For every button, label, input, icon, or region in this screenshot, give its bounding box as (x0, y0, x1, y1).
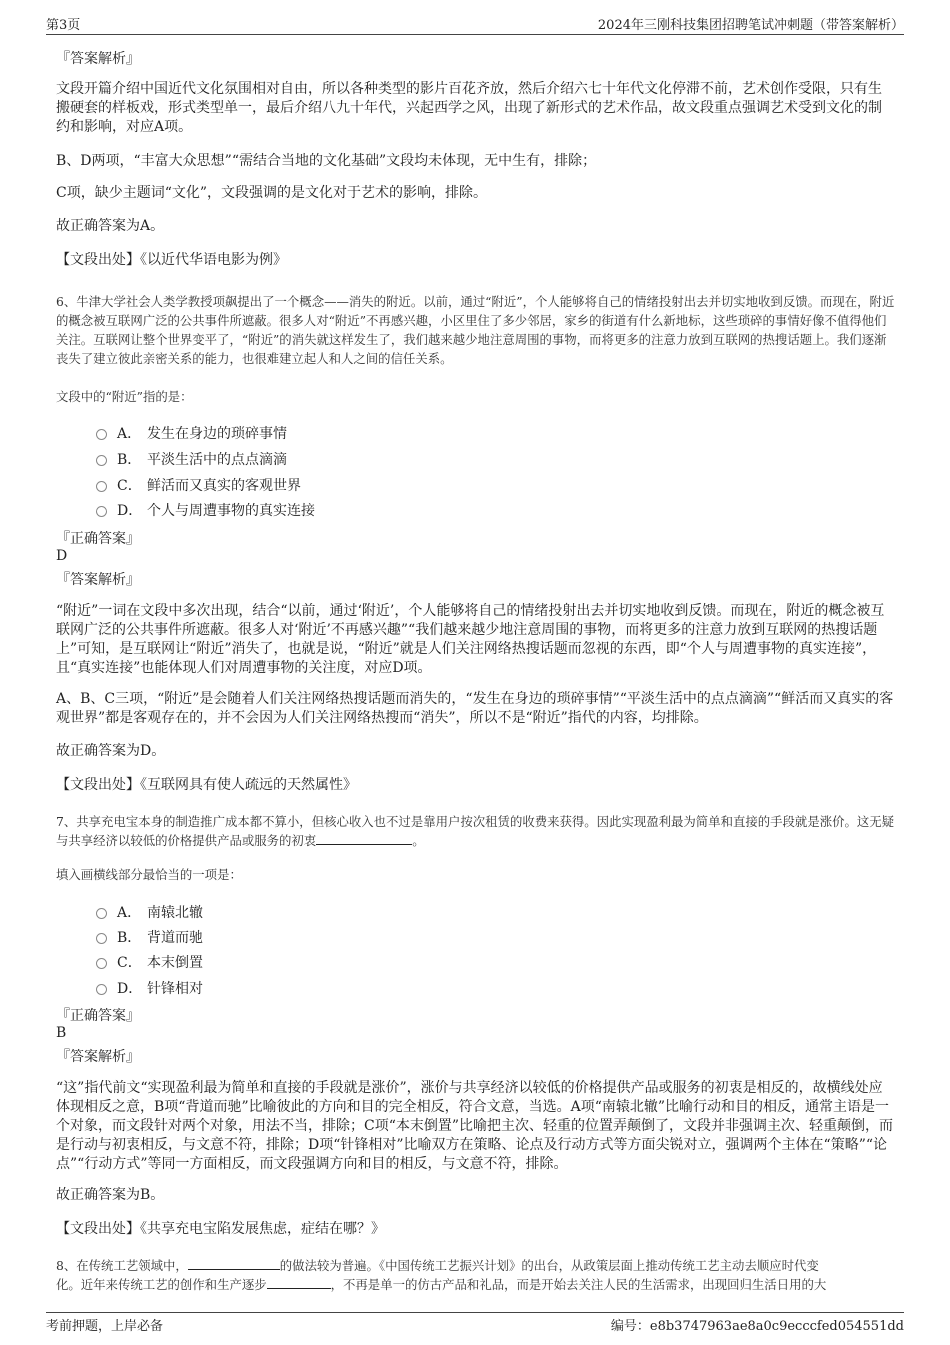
q6-option-b[interactable]: B． 平淡生活中的点点滴滴 (96, 449, 287, 469)
q7-option-b[interactable]: B． 背道而驰 (96, 927, 203, 947)
fill-blank (267, 1276, 331, 1289)
q6-analysis-label: 『答案解析』 (56, 572, 140, 588)
q7-stem: 7、共享充电宝本身的制造推广成本都不算小，但核心收入也不过是靠用户按次租赁的收费来获得。因此实现盈利最为简单和直接的手段就是涨价。这无疑与共享经济以较低的价格提供产品或服务的初衷 。 (56, 814, 895, 848)
radio-button-icon[interactable] (96, 455, 107, 466)
q5-analysis-paragraph-2: B、D两项，“丰富大众思想”“需结合当地的文化基础”文段均未体现，无中生有，排除； (56, 153, 597, 169)
page-footer (46, 1312, 904, 1335)
fill-blank (188, 1257, 280, 1270)
q5-source: 【文段出处】《以近代华语电影为例》 (56, 252, 287, 268)
q6-answer: D (56, 548, 68, 564)
radio-button-icon[interactable] (96, 933, 107, 944)
q6-option-c[interactable]: C． 鲜活而又真实的客观世界 (96, 475, 301, 495)
q7-option-d[interactable]: D． 针锋相对 (96, 978, 203, 998)
q6-question: 文段中的“附近”指的是： (56, 389, 193, 404)
fill-blank (316, 832, 412, 845)
page-number: 第3页 (46, 17, 81, 33)
q6-stem: 6、牛津大学社会人类学教授项飙提出了一个概念——消失的附近。以前，通过“附近”，个人能够将自己的情绪投射出去并切实地收到反馈。而现在，附近的概念被互联网广泛的公共事件所遮蔽。很多人对“附近”不再感兴趣，小区里住了多少邻居，家乡的街道有什么新地标，这些琐碎的事情好像不值得他们关注。互联网让整个世界变平了，“附近”的消失就这样发生了，我们越来越少地注意周围的事物，而将更多的注意力放到互联网的热搜话题上。我们逐渐丧失了建立彼此亲密关系的能力，也很难建立起人和人之间的信任关系。 (56, 294, 895, 366)
radio-button-icon[interactable] (96, 984, 107, 995)
q7-answer: B (56, 1025, 67, 1041)
q6-analysis-paragraph-2: A、B、C三项，“附近”是会随着人们关注网络热搜话题而消失的，“发生在身边的琐碎事情”“平淡生活中的点点滴滴”“鲜活而又真实的客观世界”都是客观存在的，并不会因为人们关注网络热搜而“消失”，所以不是“附近”指代的内容，均排除。 (56, 691, 894, 726)
radio-button-icon[interactable] (96, 481, 107, 492)
q5-analysis-paragraph-3: C项，缺少主题词“文化”，文段强调的是文化对于艺术的影响，排除。 (56, 185, 488, 201)
q5-analysis-label: 『答案解析』 (56, 51, 140, 67)
q7-conclusion: 故正确答案为B。 (56, 1187, 165, 1203)
q6-answer-label: 『正确答案』 (56, 531, 140, 547)
q7-option-a[interactable]: A． 南辕北辙 (96, 902, 203, 922)
q7-analysis-label: 『答案解析』 (56, 1049, 140, 1065)
page-header (46, 12, 904, 35)
q7-question: 填入画横线部分最恰当的一项是： (56, 867, 242, 882)
q7-answer-label: 『正确答案』 (56, 1008, 140, 1024)
q7-source: 【文段出处】《共享充电宝陷发展焦虑，症结在哪？》 (56, 1221, 385, 1237)
footer-slogan: 考前押题，上岸必备 (46, 1318, 164, 1334)
q8-stem-line-2: 化。近年来传统工艺的创作和生产逐步 ，不再是单一的仿古产品和礼品，而是开始去关注人民的生活需求，出现回归生活日用的大 (56, 1277, 827, 1292)
q6-option-a[interactable]: A． 发生在身边的琐碎事情 (96, 423, 287, 443)
document-title: 2024年三刚科技集团招聘笔试冲刺题（带答案解析） (597, 17, 904, 33)
q6-option-d[interactable]: D． 个人与周遭事物的真实连接 (96, 500, 315, 520)
q7-option-c[interactable]: C． 本末倒置 (96, 952, 203, 972)
radio-button-icon[interactable] (96, 429, 107, 440)
q5-analysis-paragraph-1: 文段开篇介绍中国近代文化氛围相对自由，所以各种类型的影片百花齐放，然后介绍六七十年代文化停滞不前，艺术创作受限，只有生搬硬套的样板戏，形式类型单一，最后介绍八九十年代，兴起西学之风，出现了新形式的艺术作品，故文段重点强调艺术受到文化的制约和影响，对应A项。 (56, 81, 882, 135)
radio-button-icon[interactable] (96, 958, 107, 969)
radio-button-icon[interactable] (96, 506, 107, 517)
radio-button-icon[interactable] (96, 908, 107, 919)
q5-conclusion: 故正确答案为A。 (56, 218, 165, 234)
q7-analysis-paragraph-1: “这”指代前文“实现盈利最为简单和直接的手段就是涨价”，涨价与共享经济以较低的价格提供产品或服务的初衷是相反的，故横线处应体现相反之意，B项“背道而驰”比喻彼此的方向和目的完全相反，符合文意，当选。A项“南辕北辙”比喻行动和目的相反，通常主语是一个对象，而文段针对两个对象，用法不当，排除；C项“本末倒置”比喻把主次、轻重的位置弄颠倒了，文段并非强调主次、轻重颠倒，而是行动与初衷相反，与文意不符，排除；D项“针锋相对”比喻双方在策略、论点及行动方式等方面尖锐对立，强调两个主体在“策略”“论点”“行动方式”等同一方面相反，而文段强调方向和目的相反，与文意不符，排除。 (56, 1080, 894, 1172)
q6-analysis-paragraph-1: “附近”一词在文段中多次出现，结合“以前，通过‘附近’，个人能够将自己的情绪投射出去并切实地收到反馈。而现在，附近的概念被互联网广泛的公共事件所遮蔽。很多人对‘附近’不再感兴趣”“我们越来越少地注意周围的事物，而将更多的注意力放到互联网的热搜话题上”可知，是互联网让“附近”消失了，也就是说，“附近”就是人们关注网络热搜话题而忽视的东西，即“个人与周遭事物的真实连接”，且“真实连接”也能体现人们对周遭事物的关注度，对应D项。 (56, 603, 885, 676)
q6-source: 【文段出处】《互联网具有使人疏远的天然属性》 (56, 777, 357, 793)
document-id: 编号：e8b3747963ae8a0c9ecccfed054551dd (610, 1318, 904, 1334)
q6-conclusion: 故正确答案为D。 (56, 743, 166, 759)
q8-stem-line-1: 8、在传统工艺领域中， 的做法较为普遍。《中国传统工艺振兴计划》的出台，从政策层面上推动传统工艺主动去顺应时代变 (56, 1258, 819, 1273)
